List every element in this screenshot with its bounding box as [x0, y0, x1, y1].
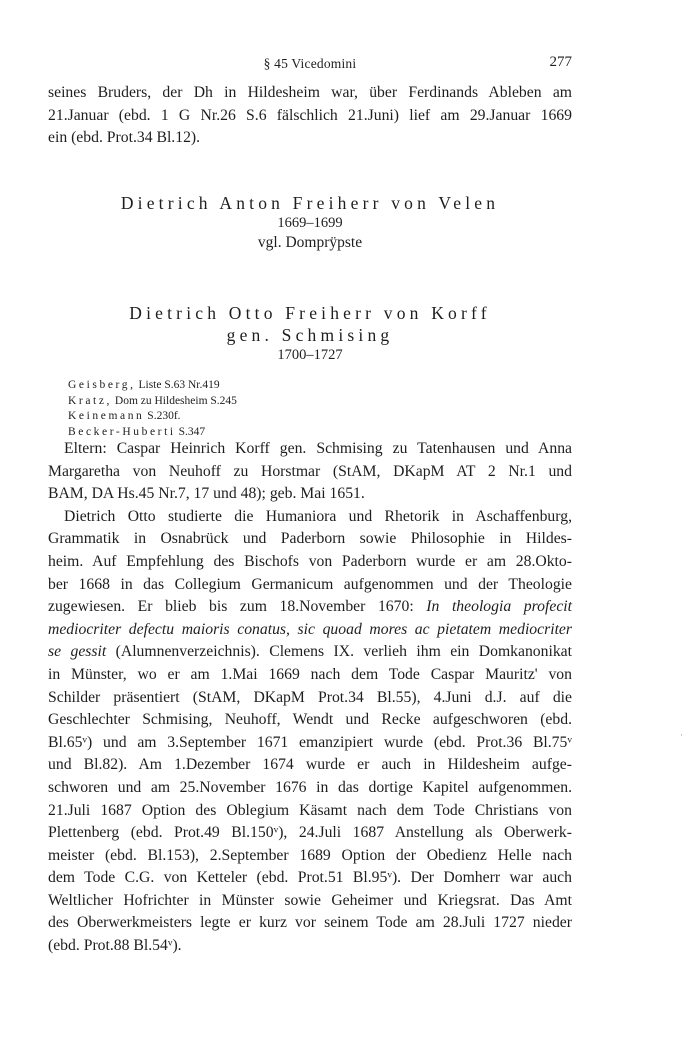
text-line: dem Tode C.G. von Ketteler (ebd. Prot.51 Bl.95ᵛ). Der Domherr war auch [48, 869, 572, 887]
entry-years: 1669–1699 [277, 215, 343, 231]
page-number: 277 [549, 54, 572, 70]
entry-name: Dietrich Anton Freiherr von Velen [120, 193, 500, 213]
margin-mark: · [680, 730, 683, 740]
text-line: ein (ebd. Prot.34 Bl.12). [48, 129, 201, 147]
literature-ref: S.230f. [147, 410, 181, 422]
literature-ref: Dom zu Hildesheim S.245 [114, 394, 237, 407]
text-line: Bl.65ᵛ) und am 3.September 1671 emanzipiert wurde (ebd. Prot.36 Bl.75ᵛ [48, 733, 572, 751]
text-segment: (Alumnenverzeichnis). Clemens IX. verlieh ihm ein Domkanonikat [115, 643, 573, 661]
literature-ref: Liste S.63 Nr.419 [138, 379, 220, 391]
literature-item [68, 394, 237, 410]
entry-name: Dietrich Otto Freiherr von Korff [129, 303, 491, 323]
text-segment: zugewiesen. Er blieb bis zum 18.November 1670: [48, 598, 414, 616]
text-line: Dietrich Otto studierte die Humaniora und Rhetorik in Aschaffenburg, [64, 507, 572, 525]
text-line [48, 596, 572, 619]
literature-ref: S.347 [178, 425, 206, 438]
text-line: Schilder präsentiert (StAM, DKapM Prot.34 Bl.55), 4.Juni d.J. auf die [48, 688, 572, 706]
text-line [48, 641, 572, 664]
text-line [48, 619, 572, 642]
biography-text [48, 438, 572, 958]
entry-years: 1700–1727 [277, 347, 343, 363]
literature-list [68, 378, 237, 440]
text-line: des Oberwerkmeisters legte er kurz vor seinem Tode am 28.Juli 1727 nieder [48, 914, 572, 932]
running-head [48, 54, 572, 76]
text-line: schworen und am 25.November 1676 in das dortige Kapitel aufgenommen. [48, 778, 572, 796]
entry-heading-korff [48, 302, 572, 365]
text-line: 21.Juli 1687 Option des Oblegium Käsamt nach dem Tode Christians von [48, 801, 572, 819]
text-line: heim. Auf Empfehlung des Bischofs von Paderborn wurde er am 28.Okto- [48, 552, 572, 570]
text-line: BAM, DA Hs.45 Nr.7, 17 und 48); geb. Mai 1651. [48, 485, 365, 503]
latin-quote: se gessit [48, 643, 107, 661]
running-head-title: § 45 Vicedomini [263, 56, 357, 71]
entry-heading-velen [48, 192, 572, 253]
text-line: (ebd. Prot.88 Bl.54ᵛ). [48, 937, 182, 955]
literature-item [68, 409, 237, 425]
entry-name-continued: gen. Schmising [226, 325, 394, 345]
literature-author: Kratz, [68, 394, 113, 407]
literature-item [68, 378, 237, 394]
literature-author: Becker-Huberti [68, 425, 176, 438]
latin-quote: mediocriter defectu maioris conatus, sic quoad mores ac pietatem mediocriter [48, 620, 572, 638]
intro-paragraph [48, 82, 572, 150]
latin-quote: In theologia profecit [426, 598, 572, 616]
text-line: Weltlicher Hofrichter in Münster sowie Geheimer und Kriegsrat. Das Amt [48, 891, 572, 909]
text-line: Grammatik in Osnabrück und Paderborn sowie Philosophie in Hildes- [48, 530, 572, 548]
literature-author: Geisberg, [68, 379, 136, 391]
entry-cross-reference: vgl. Domprÿpste [257, 234, 363, 251]
text-line: seines Bruders, der Dh in Hildesheim war, über Ferdinands Ableben am [48, 84, 572, 101]
literature-author: Keinemann [68, 410, 145, 422]
text-line: Eltern: Caspar Heinrich Korff gen. Schmising zu Tatenhausen und Anna [64, 440, 572, 457]
text-line: und Bl.82). Am 1.Dezember 1674 wurde er auch in Hildesheim aufge- [48, 756, 572, 774]
text-line: 21.Januar (ebd. 1 G Nr.26 S.6 fälschlich 21.Juni) lief am 29.Januar 1669 [48, 106, 572, 124]
text-line: in Münster, wo er am 1.Mai 1669 nach dem Tode Caspar Mauritz' von [48, 665, 572, 683]
text-line: Margaretha von Neuhoff zu Horstmar (StAM, DKapM AT 2 Nr.1 und [48, 462, 572, 480]
text-line: meister (ebd. Bl.153), 2.September 1689 Option der Obedienz Helle nach [48, 846, 572, 864]
text-line: ber 1668 in das Collegium Germanicum aufgenommen und der Theologie [48, 575, 572, 593]
text-line: Plettenberg (ebd. Prot.49 Bl.150ᵛ), 24.Juli 1687 Anstellung als Oberwerk- [48, 824, 572, 842]
text-line: Geschlechter Schmising, Neuhoff, Wendt und Recke aufgeschworen (ebd. [48, 711, 572, 729]
